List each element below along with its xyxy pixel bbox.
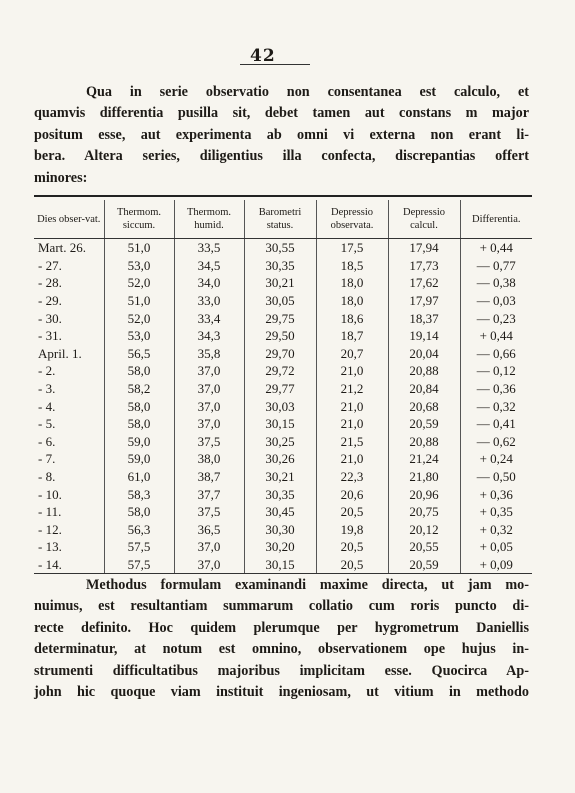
cell-date: - 6.	[34, 433, 104, 451]
cell-depressio-observata: 20,5	[316, 538, 388, 556]
cell-depressio-calcul: 21,80	[388, 468, 460, 486]
table-row	[34, 415, 532, 433]
cell-thermom-humid: 34,3	[174, 327, 244, 345]
cell-thermom-siccum: 53,0	[104, 257, 174, 275]
cell-thermom-humid: 37,0	[174, 415, 244, 433]
text-line: minores:	[34, 169, 88, 186]
cell-differentia: — 0,03	[476, 293, 516, 309]
cell-thermom-siccum: 58,0	[104, 503, 174, 521]
table-row	[34, 521, 532, 539]
cell-barometri: 30,45	[244, 503, 316, 521]
cell-barometri: 30,30	[244, 521, 316, 539]
cell-date: - 29.	[34, 292, 104, 310]
cell-differentia: — 0,77	[476, 257, 516, 273]
cell-thermom-humid: 37,0	[174, 556, 244, 574]
cell-depressio-calcul: 20,88	[388, 433, 460, 451]
cell-barometri: 30,25	[244, 433, 316, 451]
table-row	[34, 257, 532, 275]
cell-thermom-humid: 33,4	[174, 309, 244, 327]
cell-date: - 10.	[34, 485, 104, 503]
cell-depressio-calcul: 20,12	[388, 521, 460, 539]
table-row	[34, 538, 532, 556]
cell-barometri: 29,77	[244, 380, 316, 398]
cell-date: - 7.	[34, 450, 104, 468]
cell-thermom-humid: 37,5	[174, 503, 244, 521]
cell-depressio-calcul: 20,84	[388, 380, 460, 398]
cell-date: Mart. 26.	[34, 239, 104, 257]
cell-depressio-calcul: 17,94	[388, 239, 460, 257]
cell-differentia: + 0,44	[479, 240, 513, 256]
text-line: john hic quoque viam instituit ingeniosam, ut vitium in methodo	[34, 684, 529, 701]
cell-thermom-humid: 37,0	[174, 538, 244, 556]
cell-depressio-observata: 19,8	[316, 521, 388, 539]
cell-thermom-humid: 34,0	[174, 274, 244, 292]
cell-barometri: 29,75	[244, 309, 316, 327]
cell-thermom-humid: 37,5	[174, 433, 244, 451]
cell-barometri: 30,15	[244, 556, 316, 574]
cell-date: - 8.	[34, 468, 104, 486]
cell-depressio-observata: 21,0	[316, 362, 388, 380]
cell-depressio-observata: 20,5	[316, 503, 388, 521]
intro-paragraph	[34, 82, 529, 189]
table-row	[34, 468, 532, 486]
cell-barometri: 30,35	[244, 257, 316, 275]
text-line: Methodus formulam examinandi maxime directa, ut jam mo-	[86, 577, 529, 593]
cell-depressio-calcul: 20,04	[388, 345, 460, 363]
cell-thermom-siccum: 58,0	[104, 362, 174, 380]
observation-table	[34, 200, 532, 574]
cell-depressio-observata: 21,2	[316, 380, 388, 398]
cell-thermom-siccum: 59,0	[104, 450, 174, 468]
cell-thermom-siccum: 58,0	[104, 415, 174, 433]
header-depressio-observata: Depressio observata.	[316, 200, 388, 239]
cell-thermom-humid: 33,0	[174, 292, 244, 310]
cell-differentia: — 0,32	[476, 398, 516, 414]
cell-differentia: — 0,23	[476, 310, 516, 326]
cell-differentia: + 0,05	[479, 539, 513, 555]
cell-differentia: — 0,66	[476, 345, 516, 361]
cell-thermom-siccum: 52,0	[104, 309, 174, 327]
cell-depressio-calcul: 20,59	[388, 556, 460, 574]
cell-differentia: — 0,36	[476, 381, 516, 397]
cell-thermom-humid: 33,5	[174, 239, 244, 257]
cell-thermom-humid: 37,0	[174, 397, 244, 415]
cell-barometri: 30,21	[244, 274, 316, 292]
cell-differentia: — 0,41	[476, 416, 516, 432]
cell-thermom-siccum: 56,5	[104, 345, 174, 363]
cell-barometri: 29,70	[244, 345, 316, 363]
table-row	[34, 433, 532, 451]
cell-thermom-humid: 35,8	[174, 345, 244, 363]
table-row	[34, 362, 532, 380]
header-dies: Dies obser-vat.	[34, 200, 104, 239]
cell-date: - 14.	[34, 556, 104, 574]
cell-date: - 5.	[34, 415, 104, 433]
text-line: quamvis differentia pusilla sit, debet tamen aut constans m major	[34, 105, 529, 122]
cell-depressio-calcul: 20,59	[388, 415, 460, 433]
cell-thermom-siccum: 58,2	[104, 380, 174, 398]
cell-thermom-siccum: 57,5	[104, 556, 174, 574]
table-row	[34, 450, 532, 468]
cell-differentia: + 0,44	[479, 328, 513, 344]
cell-depressio-observata: 20,5	[316, 556, 388, 574]
cell-barometri: 30,21	[244, 468, 316, 486]
cell-differentia: — 0,38	[476, 275, 516, 291]
table-row	[34, 309, 532, 327]
table-header-row	[34, 200, 532, 239]
cell-differentia: — 0,12	[476, 363, 516, 379]
cell-depressio-calcul: 18,37	[388, 309, 460, 327]
cell-thermom-siccum: 51,0	[104, 239, 174, 257]
cell-depressio-calcul: 17,62	[388, 274, 460, 292]
cell-depressio-calcul: 20,96	[388, 485, 460, 503]
cell-barometri: 29,72	[244, 362, 316, 380]
table-row	[34, 239, 532, 257]
text-line: determinatur, at notum est omnino, observationem ope hujus in-	[34, 641, 529, 658]
cell-depressio-calcul: 20,88	[388, 362, 460, 380]
cell-thermom-humid: 37,0	[174, 380, 244, 398]
text-line: strumenti difficultatibus majoribus implicitam esse. Quocirca Ap-	[34, 662, 529, 679]
cell-depressio-observata: 18,6	[316, 309, 388, 327]
table-row	[34, 485, 532, 503]
table-row	[34, 345, 532, 363]
text-line: bera. Altera series, diligentius illa confecta, discrepantias offert	[34, 148, 529, 165]
header-depressio-calcul: Depressio calcul.	[388, 200, 460, 239]
cell-barometri: 30,20	[244, 538, 316, 556]
table-row	[34, 292, 532, 310]
cell-depressio-observata: 20,7	[316, 345, 388, 363]
cell-depressio-observata: 21,5	[316, 433, 388, 451]
text-line: Qua in serie observatio non consentanea est calculo, et	[86, 84, 529, 100]
cell-thermom-siccum: 57,5	[104, 538, 174, 556]
closing-paragraph	[34, 575, 529, 703]
text-line: positum esse, aut experimenta ab omni vi externa non erant li-	[34, 126, 529, 143]
cell-thermom-siccum: 61,0	[104, 468, 174, 486]
cell-thermom-humid: 38,0	[174, 450, 244, 468]
table-row	[34, 503, 532, 521]
cell-thermom-siccum: 53,0	[104, 327, 174, 345]
text-line: nuimus, est resultantiam summarum collatio cum roris puncto di-	[34, 598, 529, 615]
text-line: recte definito. Hoc quidem plerumque per hygrometrum Daniellis	[34, 619, 529, 636]
header-thermom-siccum: Thermom. siccum.	[104, 200, 174, 239]
cell-barometri: 30,26	[244, 450, 316, 468]
cell-differentia: + 0,36	[479, 486, 513, 502]
cell-depressio-observata: 21,0	[316, 397, 388, 415]
cell-differentia: + 0,35	[479, 504, 513, 520]
cell-date: - 27.	[34, 257, 104, 275]
cell-differentia: + 0,32	[479, 521, 513, 537]
cell-barometri: 30,55	[244, 239, 316, 257]
cell-differentia: + 0,09	[460, 556, 532, 574]
cell-depressio-calcul: 21,24	[388, 450, 460, 468]
cell-depressio-observata: 22,3	[316, 468, 388, 486]
cell-thermom-humid: 37,0	[174, 362, 244, 380]
table-row	[34, 380, 532, 398]
cell-barometri: 30,03	[244, 397, 316, 415]
cell-thermom-siccum: 58,0	[104, 397, 174, 415]
header-differentia: Differentia.	[460, 200, 532, 239]
cell-barometri: 29,50	[244, 327, 316, 345]
header-thermom-humid: Thermom. humid.	[174, 200, 244, 239]
cell-differentia: + 0,24	[479, 451, 513, 467]
cell-depressio-observata: 20,6	[316, 485, 388, 503]
cell-date: - 12.	[34, 521, 104, 539]
page-number: 42	[250, 46, 276, 66]
cell-depressio-observata: 18,5	[316, 257, 388, 275]
cell-depressio-observata: 17,5	[316, 239, 388, 257]
cell-depressio-observata: 18,0	[316, 274, 388, 292]
cell-date: - 11.	[34, 503, 104, 521]
cell-date: - 4.	[34, 397, 104, 415]
cell-depressio-observata: 21,0	[316, 415, 388, 433]
cell-date: - 2.	[34, 362, 104, 380]
cell-differentia: — 0,62	[476, 433, 516, 449]
cell-thermom-humid: 36,5	[174, 521, 244, 539]
cell-depressio-calcul: 20,68	[388, 397, 460, 415]
page-number-rule	[240, 64, 310, 65]
table-row	[34, 397, 532, 415]
cell-depressio-calcul: 17,97	[388, 292, 460, 310]
cell-date: - 31.	[34, 327, 104, 345]
cell-barometri: 30,35	[244, 485, 316, 503]
cell-thermom-siccum: 56,3	[104, 521, 174, 539]
cell-thermom-siccum: 59,0	[104, 433, 174, 451]
cell-date: - 3.	[34, 380, 104, 398]
table-row	[34, 327, 532, 345]
header-barometri: Barometri status.	[244, 200, 316, 239]
cell-depressio-calcul: 19,14	[388, 327, 460, 345]
table-row	[34, 556, 532, 574]
cell-thermom-siccum: 51,0	[104, 292, 174, 310]
table-top-rule	[34, 195, 532, 197]
cell-thermom-siccum: 52,0	[104, 274, 174, 292]
cell-depressio-calcul: 20,55	[388, 538, 460, 556]
cell-depressio-calcul: 20,75	[388, 503, 460, 521]
cell-date: - 30.	[34, 309, 104, 327]
cell-thermom-humid: 38,7	[174, 468, 244, 486]
cell-date: - 28.	[34, 274, 104, 292]
cell-thermom-humid: 37,7	[174, 485, 244, 503]
cell-date: April. 1.	[34, 345, 104, 363]
table-row	[34, 274, 532, 292]
cell-depressio-observata: 18,7	[316, 327, 388, 345]
cell-thermom-siccum: 58,3	[104, 485, 174, 503]
cell-thermom-humid: 34,5	[174, 257, 244, 275]
cell-barometri: 30,15	[244, 415, 316, 433]
cell-depressio-calcul: 17,73	[388, 257, 460, 275]
cell-date: - 13.	[34, 538, 104, 556]
cell-barometri: 30,05	[244, 292, 316, 310]
cell-depressio-observata: 21,0	[316, 450, 388, 468]
cell-depressio-observata: 18,0	[316, 292, 388, 310]
cell-differentia: — 0,50	[476, 469, 516, 485]
